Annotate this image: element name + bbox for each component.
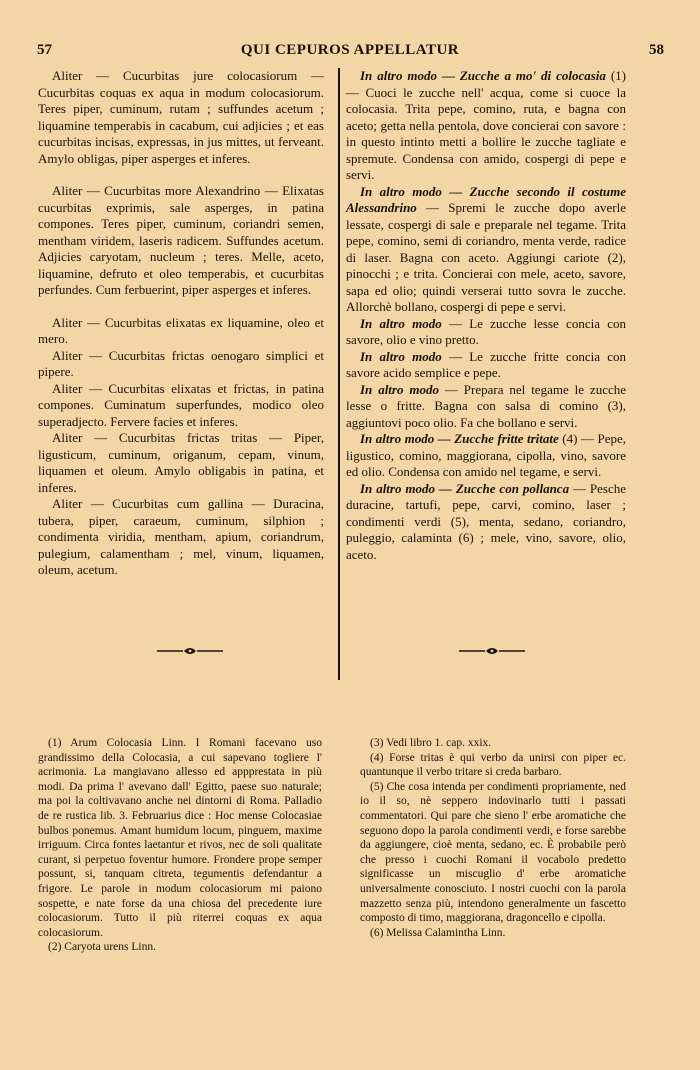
recipe-text: (4) — Pepe, ligustico, comino, maggiorana, cipolla, vino, savore ed olio. Condensa con amido nel tegame, e servi. (346, 431, 626, 479)
latin-column (38, 68, 324, 579)
recipe-text: — Le zucche fritte concia con savore acido semplice e pepe. (346, 348, 626, 380)
recipe-text: — Spremi le zucche dopo averle lessate, cospergi di sale e preparale nel tegame. Trita pepe, comino, semi di coriandro, menta verde, radice di laser. Bagna con aceto. Aggiungi cariote (2), pinocchi ; e trita. Concierai con mele, aceto, savore, sapa ed olio; quindi verserai tutto sovra le zucche. Allorchè bollano, cospergi di pepe e servi. (346, 200, 626, 314)
italian-paragraph-7 (346, 481, 626, 564)
recipe-text: (1) — Cuoci le zucche nell' acqua, come si cuoce la colocasia. Trita pepe, comino, ruta, e bagna con aceto; getta nella pentola, dove concierai con savore : in questo intinto metti a bollire le zucche tagliate e spremute. Condensa con amido, cospergi di pepe e servi. (346, 68, 626, 182)
latin-paragraph-5: Aliter — Cucurbitas elixatas et frictas, in patina compones. Cuminatum superfundes, modico oleo superadjecto. Fervere facies et inferes. (38, 380, 324, 429)
italian-paragraph-1 (346, 68, 626, 184)
italian-paragraph-4 (346, 349, 626, 382)
footnote-1: (1) Arum Colocasia Linn. I Romani facevano uso grandissimo della Colocasia, a cui sapevano togliere l' acrimonia. La mangiavano allesso ed appprestata in più modi. Da prima l' avevano dall' Egitto, paese suo naturale; ma poi la coltivavano anche nei dintorni di Roma. Palladio de re rustica lib. 3. Februarius dice : Hoc mense Colocasiae bulbos ponemus. Amant humidum locum, pinguem, maxime irriguum. Circa fontes laetantur et rivos, nec de soli qualitate curant, si perpetuo foventur humore. Frondere prope semper possunt, si, tanquam citreta, tegumentis defendantur a frigore. Le parole in modum colocasiorum mi paiono sospette, e nate forse da una chiosa del precedente iure colocasiorum. Tutto il più riterrei coquas ex aqua colocasiorum. (38, 737, 322, 939)
paragraph-gap (38, 299, 324, 315)
recipe-label: In altro modo — Zucche secondo il costume Alessandrino (346, 183, 626, 215)
latin-paragraph-1: Aliter — Cucurbitas jure colocasiorum — Cucurbitas coquas ex aqua in modum colocasiorum. Teres piper, cuminum, rutam ; suffundes acetum ; liquamine temperabis in cacabum, cui adjicies ; et eas cucurbitas incisas, expressas, in jus mittes, ut ferveant. Amylo obligas, piper asperges et inferes. (38, 68, 324, 166)
recipe-text: — Prepara nel tegame le zucche lesse o fritte. Bagna con salsa di comino (3), aggiuntovi poco olio. Fa che bollano e servi. (346, 381, 627, 430)
recipe-label: In altro modo — Zucche a mo' di colocasia (360, 68, 606, 83)
recipe-label: In altro modo — Zucche con pollanca (360, 480, 570, 496)
footnotes-right (360, 736, 626, 940)
page-number-right: 58 (649, 42, 664, 58)
recipe-label: In altro modo (360, 348, 442, 364)
recipe-text: — Pesche duracine, tartufi, pepe, carvi, comino, laser ; condimenti verdi (5), menta, sedano, coriandro, puleggio, calaminta (6) ; mele, vino, savore, olio, aceto. (346, 480, 626, 562)
footnotes-left (38, 736, 322, 955)
italian-column (346, 68, 626, 563)
footnote-4: (4) Forse tritas è qui verbo da unirsi con piper ec. quantunque il verbo tritare si creda barbaro. (360, 751, 626, 779)
latin-paragraph-6: Aliter — Cucurbitas frictas tritas — Piper, ligusticum, cuminum, origanum, cepam, vinum, liquamen et oleum. Amylo obligabis in patina, et inferes. (38, 430, 324, 495)
footnote-2: (2) Caryota urens Linn. (48, 941, 156, 954)
italian-paragraph-5 (346, 382, 626, 432)
page-number-left: 57 (37, 42, 52, 58)
recipe-text: — Le zucche lesse concia con savore, olio e vino pretto. (346, 315, 626, 347)
recipe-label: In altro modo (360, 381, 439, 397)
recipe-label: In altro modo (360, 315, 442, 331)
ornament-divider-right (457, 645, 527, 657)
italian-paragraph-6 (346, 431, 626, 481)
footnote-6: (6) Melissa Calamintha Linn. (370, 926, 506, 939)
latin-paragraph-3: Aliter — Cucurbitas elixatas ex liquamine, oleo et mero. (38, 314, 324, 346)
column-divider (338, 68, 340, 680)
footnote-5: (5) Che cosa intenda per condimenti propriamente, ned io il so, nè seppero indovinarlo tutti i passati commentatori. Qui pare che sieno l' erbe aromatiche che seguono dopo la parola condimenti verdi, e forse sarebbe da aggiungere, cioè menta, sedano, ec. È probabile però che presso i cuochi Romani il vocabolo predetto significasse un miscuglio d' erbe aromatiche universalmente conosciuto. I nostri cuochi con la parola mazzetto senza più, intendono generalmente un fascetto composto di timo, maggiorana, dragoncello e cipolla. (360, 780, 626, 925)
italian-paragraph-3 (346, 316, 626, 349)
latin-paragraph-4: Aliter — Cucurbitas frictas oenogaro simplici et pipere. (38, 347, 324, 379)
italian-paragraph-2 (346, 184, 626, 316)
ornament-divider-left (155, 645, 225, 657)
footnote-3: (3) Vedi libro 1. cap. xxix. (370, 737, 492, 749)
latin-paragraph-2: Aliter — Cucurbitas more Alexandrino — Elixatas cucurbitas exprimis, sale asperges, in patina compones. Teres piper, cuminum, coriandri semen, mentham viridem, laseris radicem. Suffundes acetum. Adjicies caryotam, nucleum ; teres. Melle, aceto, liquamine, defruto et oleo temperabis, et cucurbitas perfundes. Cum ferbuerint, piper asperges et inferes. (38, 183, 324, 297)
latin-paragraph-7: Aliter — Cucurbitas cum gallina — Duracina, tubera, piper, caraeum, cuminum, silphion ; condimenta viridia, mentham, apium, coriandrum, pulegium, calamentham ; mel, vinum, liquamen, oleum, acetum. (38, 496, 324, 577)
recipe-label: In altro modo — Zucche fritte tritate (360, 431, 559, 446)
running-title: QUI CEPUROS APPELLATUR (240, 42, 460, 58)
paragraph-gap (38, 167, 324, 183)
